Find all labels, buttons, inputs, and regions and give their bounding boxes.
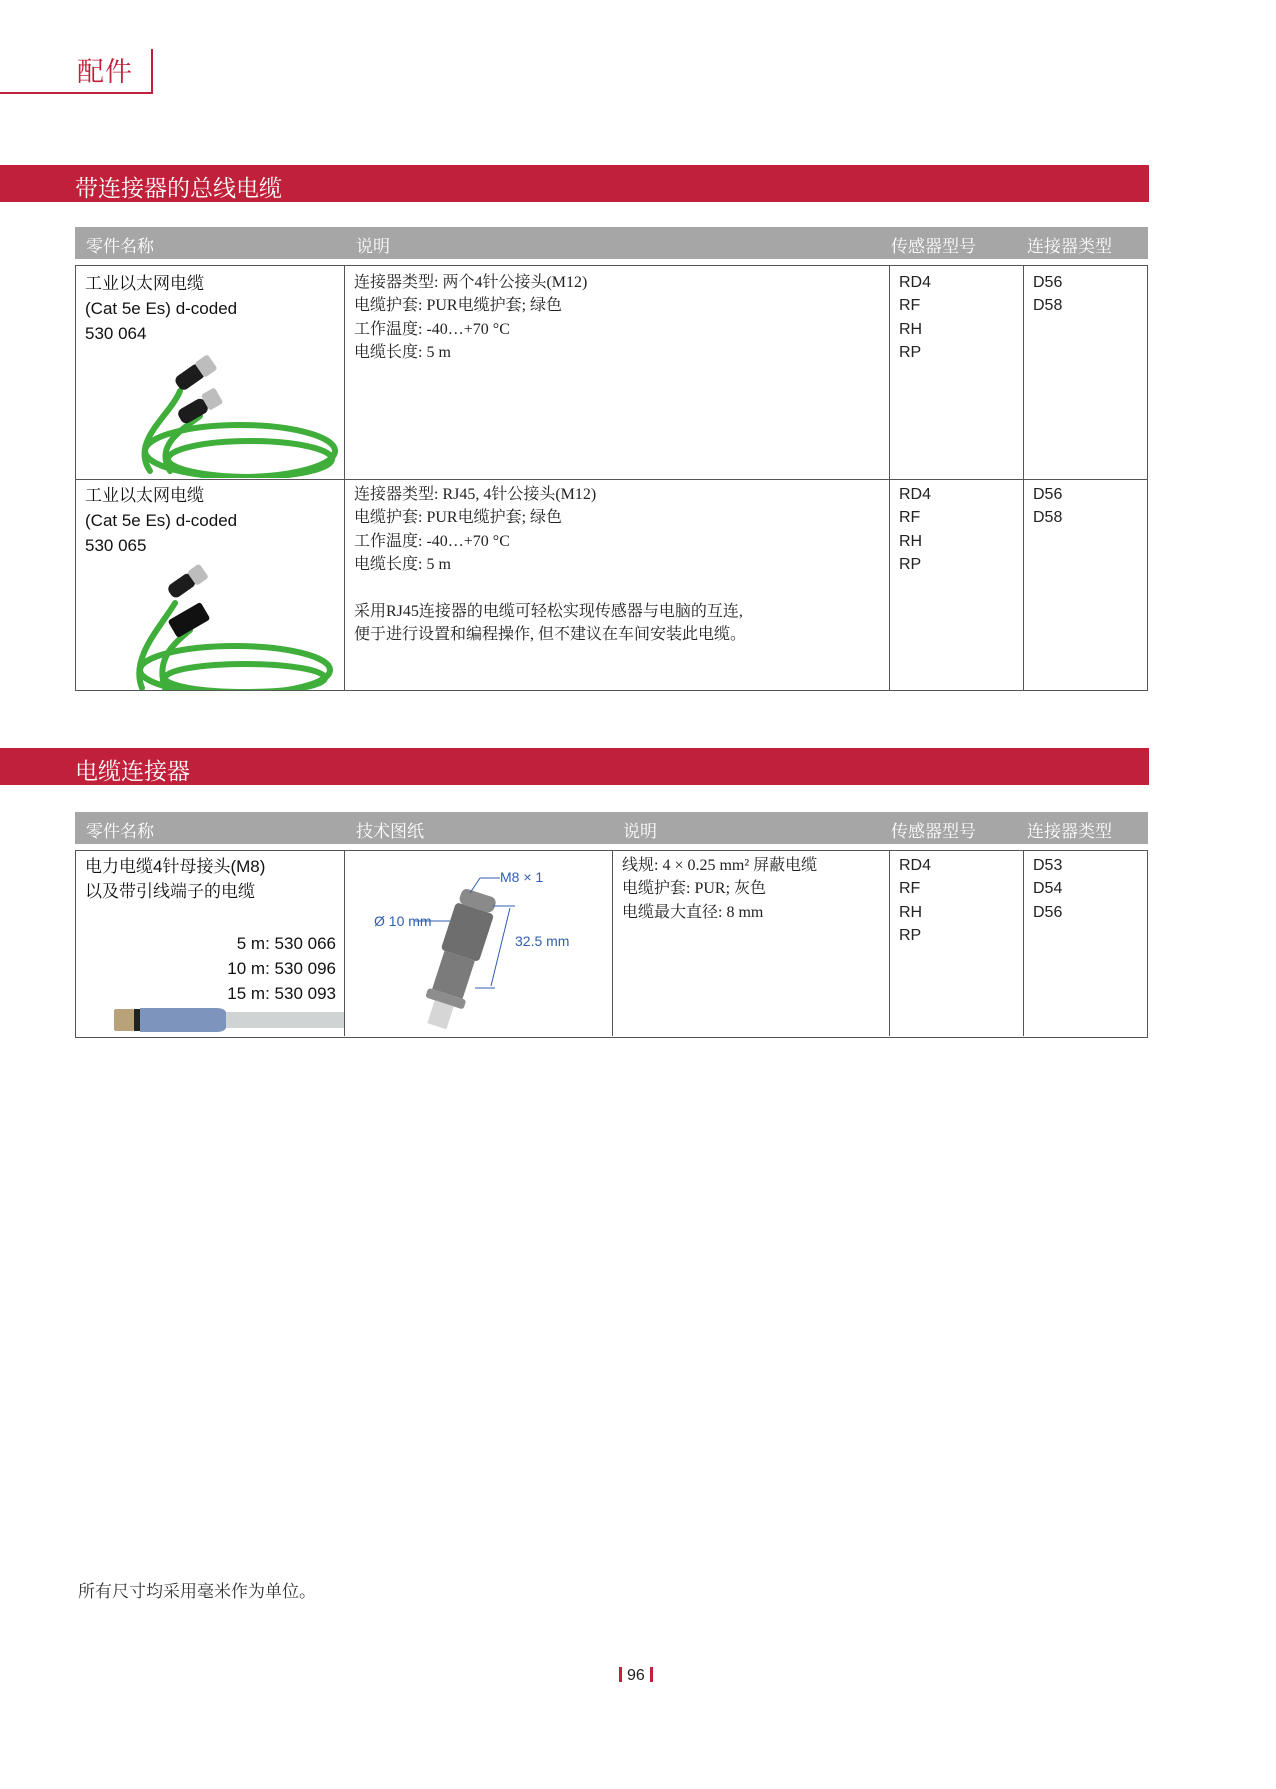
description-note: 便于进行设置和编程操作, 但不建议在车间安装此电缆。: [354, 626, 747, 644]
part-number-5m: 5 m: 530 066: [236, 934, 336, 953]
connector-type: D58: [1033, 509, 1063, 527]
sensor-model: RD4: [899, 857, 932, 874]
column-header-description: 说明: [623, 822, 657, 841]
description-note: 采用RJ45连接器的电缆可轻松实现传感器与电脑的互连,: [354, 603, 743, 620]
sensor-model-cell: [889, 851, 1023, 1036]
column-header-sensor-model: 传感器型号: [891, 822, 976, 841]
sensor-model: RD4: [899, 274, 932, 291]
units-footnote: 所有尺寸均采用毫米作为单位。: [78, 1582, 316, 1601]
part-variant: (Cat 5e Es) d-coded: [85, 511, 238, 530]
connector-type: D56: [1033, 486, 1063, 503]
section-bus-cables-header: [0, 165, 1149, 202]
column-header-part-name: 零件名称: [86, 822, 154, 841]
page-number-right-mark: [650, 1667, 653, 1682]
part-number: 530 064: [85, 324, 147, 343]
sensor-model: RP: [899, 927, 922, 945]
connector-type-cell: [1023, 266, 1147, 479]
section-title: 带连接器的总线电缆: [75, 175, 282, 201]
connector-type: D54: [1033, 880, 1063, 898]
part-name-continued: 以及带引线端子的电缆: [85, 882, 255, 901]
part-number: 530 065: [85, 536, 147, 555]
description-line: 线规: 4 × 0.25 mm² 屏蔽电缆: [622, 857, 818, 874]
part-number-10m: 10 m: 530 096: [227, 959, 336, 978]
column-header-description: 说明: [356, 237, 390, 256]
connector-type: D58: [1033, 297, 1063, 315]
connector-type-cell: [1023, 480, 1147, 690]
page-category-label: 配件: [77, 57, 133, 87]
part-number-15m: 15 m: 530 093: [227, 984, 336, 1003]
table-row: [76, 266, 1147, 479]
sensor-model: RD4: [899, 486, 932, 503]
sensor-model: RF: [899, 297, 921, 315]
description-line: 电缆护套: PUR; 灰色: [622, 880, 767, 898]
column-header-sensor-model: 传感器型号: [891, 237, 976, 256]
page-category-tab: [0, 49, 153, 94]
green-ethernet-cable-image: [110, 341, 344, 478]
description-line: 连接器类型: RJ45, 4针公接头(M12): [354, 486, 597, 503]
connector-type: D56: [1033, 274, 1063, 291]
grey-cable-m8-connector-image: [106, 1006, 344, 1034]
column-header-connector-type: 连接器类型: [1027, 237, 1112, 256]
section-cable-connectors-header: [0, 748, 1149, 785]
description-cell: [344, 266, 889, 479]
sensor-model: RP: [899, 344, 922, 362]
description-line: 电缆最大直径: 8 mm: [622, 903, 764, 921]
sensor-model: RF: [899, 880, 921, 898]
description-cell: [344, 480, 889, 690]
part-name-cell: [76, 851, 344, 1036]
page-number-value: 96: [627, 1667, 645, 1684]
part-name-cell: [76, 480, 344, 690]
part-name: 电力电缆4针母接头(M8): [85, 857, 266, 876]
sensor-model: RF: [899, 509, 921, 527]
description-line: 电缆护套: PUR电缆护套; 绿色: [354, 297, 563, 315]
part-name: 工业以太网电缆: [85, 274, 204, 293]
description-line: 工作温度: -40…+70 °C: [354, 532, 510, 550]
page-number-left-mark: [619, 1667, 622, 1682]
connector-type: D56: [1033, 903, 1063, 921]
technical-drawing-cell: [344, 851, 612, 1036]
description-cell: [612, 851, 889, 1036]
sensor-model: RP: [899, 556, 922, 574]
cable-connectors-table: [75, 850, 1148, 1038]
description-line: 电缆护套: PUR电缆护套; 绿色: [354, 509, 563, 527]
part-variant: (Cat 5e Es) d-coded: [85, 299, 238, 318]
green-ethernet-cable-rj45-image: [110, 558, 344, 690]
sensor-model: RH: [899, 903, 923, 921]
sensor-model-cell: [889, 480, 1023, 690]
thread-dimension-label: M8 × 1: [500, 869, 544, 885]
description-line: 连接器类型: 两个4针公接头(M12): [354, 274, 588, 291]
sensor-model: RH: [899, 532, 923, 550]
sensor-model-cell: [889, 266, 1023, 479]
description-line: 电缆长度: 5 m: [354, 556, 451, 574]
table-row: [76, 479, 1147, 690]
page-number: [614, 1667, 658, 1685]
table-row: [76, 851, 1147, 1036]
column-header-part-name: 零件名称: [86, 237, 154, 256]
connector-type-cell: [1023, 851, 1147, 1036]
connector-type: D53: [1033, 857, 1063, 874]
table-header: [75, 812, 1148, 844]
part-name: 工业以太网电缆: [85, 486, 204, 505]
sensor-model: RH: [899, 320, 923, 338]
table-header: [75, 227, 1148, 259]
description-line: 工作温度: -40…+70 °C: [354, 320, 510, 338]
length-dimension-label: 32.5 mm: [515, 933, 570, 949]
m8-connector-drawing: [345, 851, 613, 1036]
diameter-dimension-label: Ø 10 mm: [374, 913, 432, 929]
section-title: 电缆连接器: [75, 758, 190, 784]
part-name-cell: [76, 266, 344, 479]
column-header-technical-drawing: 技术图纸: [356, 822, 424, 841]
column-header-connector-type: 连接器类型: [1027, 822, 1112, 841]
description-line: 电缆长度: 5 m: [354, 344, 451, 362]
bus-cables-table: [75, 265, 1148, 691]
